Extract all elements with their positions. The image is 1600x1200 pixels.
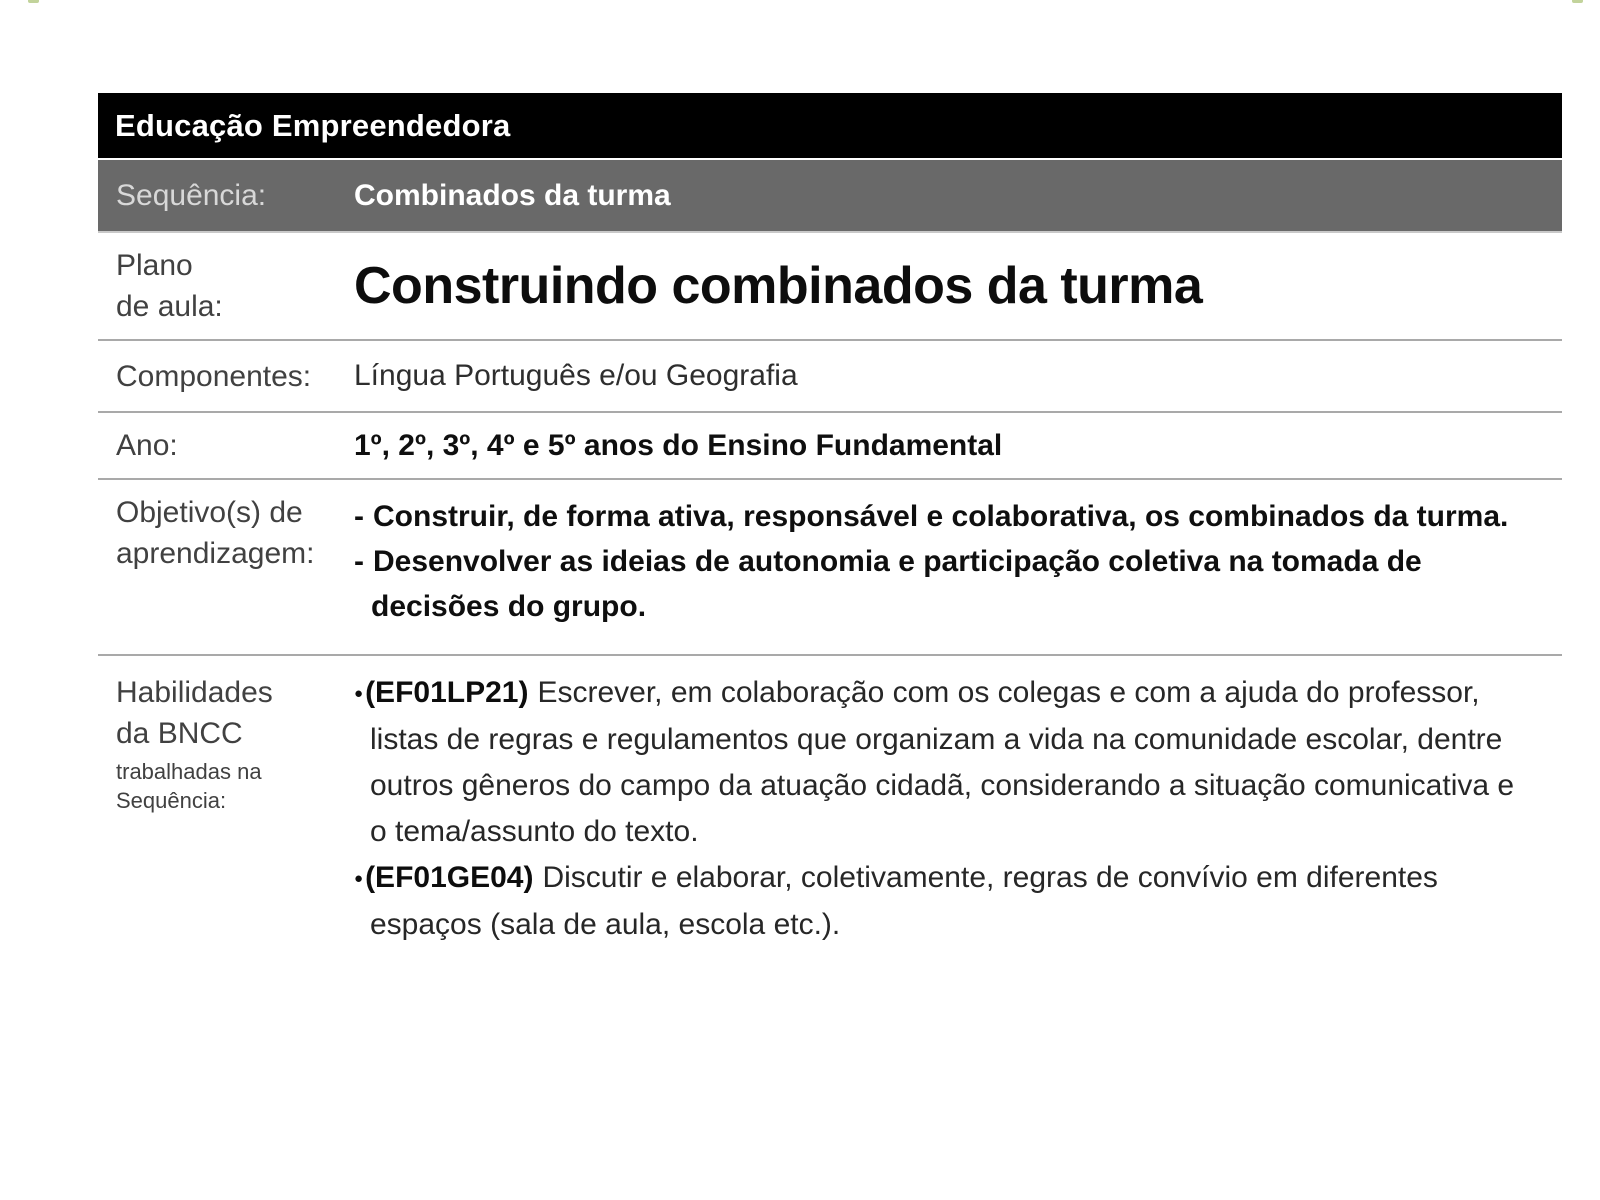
plano-de-aula-label bbox=[98, 233, 354, 339]
habilidades-sublabel-line1: trabalhadas na bbox=[116, 759, 262, 784]
lesson-title: Construindo combinados da turma bbox=[354, 257, 1203, 315]
plano-label-line1: Plano bbox=[116, 249, 193, 282]
objetivos-value bbox=[354, 480, 1562, 654]
dash-marker-icon: - bbox=[354, 500, 364, 533]
page-edge-fragment-right bbox=[1572, 0, 1583, 3]
page-edge-fragment-left bbox=[28, 0, 39, 3]
sequencia-value: Combinados da turma bbox=[354, 178, 671, 212]
objetivos-row bbox=[98, 478, 1562, 654]
program-header-bar bbox=[98, 93, 1562, 158]
bncc-skill-item bbox=[354, 670, 1538, 855]
bullet-icon: ● bbox=[354, 685, 364, 702]
habilidades-label bbox=[98, 656, 354, 960]
objetivo-text: Construir, de forma ativa, responsável e colaborativa, os combinados da turma. bbox=[373, 500, 1509, 533]
bncc-skill-text: Escrever, em colaboração com os colegas e com a ajuda do professor, listas de regras e regulamentos que organizam a vida na comunidade escolar, dentre outros gêneros do campo da atuação cidadã, considerando a situação comunicativa e o tema/assunto do texto. bbox=[370, 676, 1515, 848]
sequencia-row bbox=[98, 160, 1562, 231]
componentes-row bbox=[98, 339, 1562, 411]
sequencia-label: Sequência: bbox=[116, 178, 267, 212]
plano-de-aula-value bbox=[354, 233, 1562, 339]
objetivos-label-line1: Objetivo(s) de bbox=[116, 496, 303, 529]
plano-de-aula-row bbox=[98, 231, 1562, 339]
bncc-skill-item bbox=[354, 855, 1538, 948]
objetivo-text: Desenvolver as ideias de autonomia e participação coletiva na tomada de decisões do grupo. bbox=[371, 545, 1422, 623]
habilidades-label-line1: Habilidades bbox=[116, 676, 273, 709]
objetivo-item bbox=[354, 494, 1538, 539]
componentes-value: Língua Português e/ou Geografia bbox=[354, 359, 798, 392]
program-title: Educação Empreendedora bbox=[115, 107, 511, 143]
ano-label: Ano: bbox=[116, 429, 178, 462]
objetivo-item bbox=[354, 539, 1538, 629]
bncc-skill-code: (EF01LP21) bbox=[365, 676, 529, 709]
plano-label-line2: de aula: bbox=[116, 290, 223, 323]
objetivos-label bbox=[98, 480, 354, 654]
bncc-skill-text: Discutir e elaborar, coletivamente, regras de convívio em diferentes espaços (sala de aula, escola etc.). bbox=[370, 861, 1438, 941]
objetivos-label-line2: aprendizagem: bbox=[116, 537, 315, 570]
habilidades-value bbox=[354, 656, 1562, 960]
lesson-plan-table bbox=[98, 93, 1562, 986]
habilidades-label-line2: da BNCC bbox=[116, 717, 243, 750]
habilidades-row bbox=[98, 654, 1562, 986]
dash-marker-icon: - bbox=[354, 545, 364, 578]
bncc-skill-code: (EF01GE04) bbox=[365, 861, 534, 894]
ano-value: 1º, 2º, 3º, 4º e 5º anos do Ensino Fundamental bbox=[354, 428, 1003, 462]
bullet-icon: ● bbox=[354, 870, 364, 887]
habilidades-sublabel-line2: Sequência: bbox=[116, 788, 227, 813]
ano-row bbox=[98, 411, 1562, 478]
componentes-label: Componentes: bbox=[116, 359, 312, 393]
